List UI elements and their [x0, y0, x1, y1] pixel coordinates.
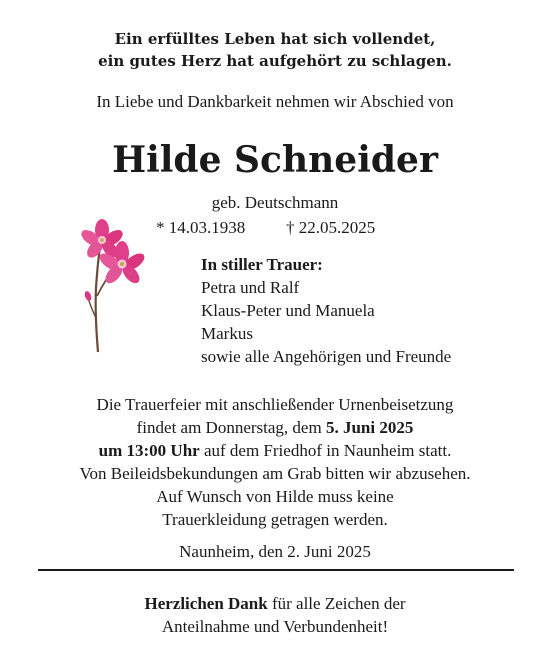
mourner-4: sowie alle Angehörigen und Freunde	[201, 347, 452, 366]
deceased-name: Hilde Schneider	[112, 139, 438, 181]
maiden-name: geb. Deutschmann	[211, 193, 339, 212]
magnolia-branch-icon	[72, 218, 152, 356]
mourner-3: Markus	[201, 324, 253, 343]
life-dates	[150, 216, 390, 240]
funeral-line-5: Auf Wunsch von Hilde muss keine	[156, 487, 394, 506]
funeral-line-4: Von Beileidsbekundungen am Grab bitten wir abzusehen.	[79, 464, 471, 483]
verse-line-1: Ein erfülltes Leben hat sich vollendet,	[114, 30, 436, 48]
funeral-line-3-text: auf dem Friedhof in Naunheim statt.	[199, 441, 452, 460]
verse-line-2: ein gutes Herz hat aufgehört zu schlagen.	[98, 52, 452, 70]
birth-date: * 14.03.1938	[156, 218, 246, 237]
funeral-details	[0, 393, 550, 531]
funeral-line-3	[0, 439, 550, 462]
mourner-1: Petra und Ralf	[201, 278, 300, 297]
verse	[0, 28, 550, 72]
place-date: Naunheim, den 2. Juni 2025	[179, 542, 371, 561]
mourners-list	[201, 253, 521, 368]
death-date: † 22.05.2025	[286, 218, 376, 237]
thanks-line-1	[0, 592, 550, 615]
funeral-line-1: Die Trauerfeier mit anschließender Urnenbeisetzung	[96, 395, 454, 414]
divider	[38, 569, 514, 571]
thanks-line-1-text: für alle Zeichen der	[267, 594, 406, 613]
funeral-line-2-text: findet am Donnerstag, dem	[136, 418, 326, 437]
thanks-line-2: Anteilnahme und Verbundenheit!	[161, 617, 389, 636]
funeral-line-6: Trauerkleidung getragen werden.	[162, 510, 388, 529]
funeral-date: 5. Juni 2025	[325, 418, 414, 437]
mourners-heading: In stiller Trauer:	[201, 255, 323, 274]
funeral-line-2	[0, 416, 550, 439]
thanks	[0, 592, 550, 638]
mourner-2: Klaus-Peter und Manuela	[201, 301, 375, 320]
funeral-time: um 13:00 Uhr	[98, 441, 200, 460]
thanks-bold: Herzlichen Dank	[144, 594, 268, 613]
intro-text: In Liebe und Dankbarkeit nehmen wir Abschied von	[96, 92, 454, 111]
